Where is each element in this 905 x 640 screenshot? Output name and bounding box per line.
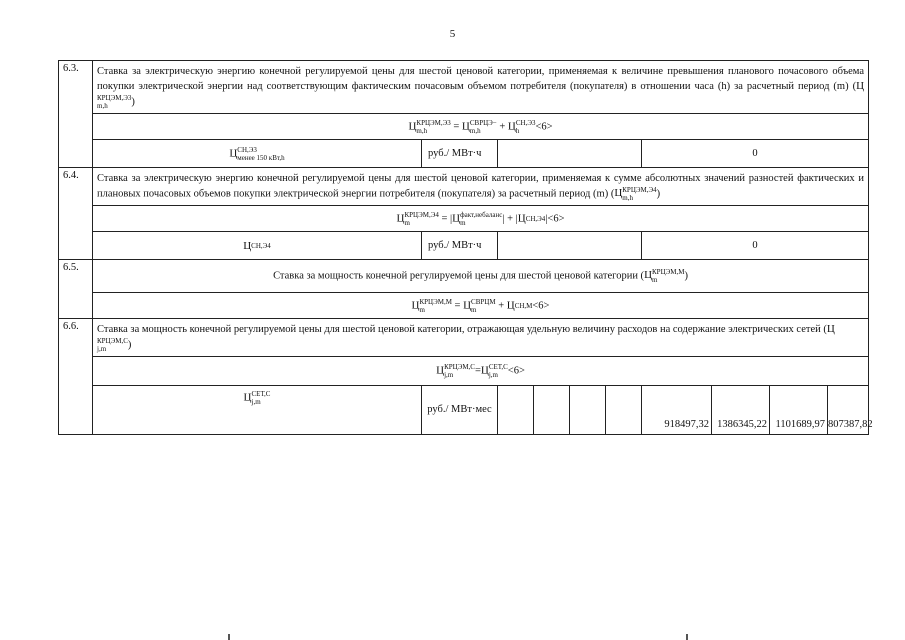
- unit-cell: руб./ МВт·мес: [422, 386, 498, 435]
- scan-mark: [686, 634, 688, 640]
- row-number: 6.4.: [59, 168, 93, 260]
- row-description: Ставка за электрическую энергию конечной регулируемой цены для шестой ценовой категории, применяемая к величине превышения планового почасового объема покупки электрической энергии над соответствующим фактическим почасовым объемом потребителя (покупателя) в отношении часа (h) за расчетный период (m) (Ц КРЦЭМ,Э3 m,h ): [93, 61, 869, 114]
- row-6-5-description: [59, 260, 869, 293]
- value-cell: 1386345,22: [712, 386, 770, 435]
- unit-cell: руб./ МВт·ч: [422, 232, 498, 260]
- row-6-4-description: [59, 168, 869, 206]
- description-text: Ставка за электрическую энергию конечной регулируемой цены для шестой ценовой категории, применяемая к величине превышения планового почасового объема покупки электрической энергии над соответствующим фактическим почасовым объемом потребителя (покупателя) в отношении часа (h) за расчетный период (m) (: [97, 66, 865, 92]
- formula: Ц КРЦЭМ,Э4 m = |Ц факт,небаланс m | + |Ц СН,Э4 |<6>: [93, 206, 869, 232]
- row-6-4-values: [59, 232, 869, 260]
- value-cell: [498, 386, 534, 435]
- value-label: Ц СН,Э4: [93, 232, 422, 260]
- row-number: 6.5.: [59, 260, 93, 319]
- row-6-3-description: [59, 61, 869, 114]
- scan-mark: [228, 634, 230, 640]
- value-cell: [570, 386, 606, 435]
- row-number: 6.3.: [59, 61, 93, 168]
- empty-cell: [498, 140, 642, 168]
- value-cell: 807387,82: [828, 386, 869, 435]
- description-symbol: Ц КРЦЭМ,М m: [644, 268, 685, 284]
- row-description: Ставка за электрическую энергию конечной регулируемой цены для шестой ценовой категории, применяемая к сумме абсолютных значений разностей фактических и плановых почасовых объемов покупки электрической энергии потребителя (покупателя) за расчетный период (m) (Ц КРЦЭМ,Э4 m,h ): [93, 168, 869, 206]
- value-cell: [534, 386, 570, 435]
- value-cell: [606, 386, 642, 435]
- formula: Ц КРЦЭМ,Э3 m,h = Ц СВРЦЭ− m,h + Ц СН,Э3 h <6>: [93, 114, 869, 140]
- tariff-table: [58, 60, 873, 435]
- page-number: 5: [449, 28, 456, 40]
- empty-cell: [498, 232, 642, 260]
- row-number: 6.6.: [59, 319, 93, 435]
- row-6-4-formula: [59, 206, 869, 232]
- value-label: Ц СН,Э3 менее 150 кВт,h: [93, 140, 422, 168]
- description-symbol: Ц КРЦЭМ,Э3 m,h: [97, 80, 865, 110]
- description-text: Ставка за мощность конечной регулируемой цены для шестой ценовой категории (: [273, 270, 645, 282]
- row-6-6-description: [59, 319, 869, 357]
- value-cell: 918497,32: [642, 386, 712, 435]
- row-6-5-formula: [59, 293, 869, 319]
- value-label: Ц СЕТ,С j,m: [93, 386, 422, 435]
- description-symbol: Ц КРЦЭМ,Э4 m,h: [614, 186, 657, 202]
- description-text: Ставка за электрическую энергию конечной регулируемой цены для шестой ценовой категории, применяемая к сумме абсолютных значений разностей фактических и плановых почасовых объемов покупки электрической энергии потребителя (покупателя) за расчетный период (m) (: [97, 173, 865, 200]
- row-6-3-formula: [59, 114, 869, 140]
- formula: Ц КРЦЭМ,С j,m =Ц СЕТ,С j,m <6>: [93, 357, 869, 386]
- row-6-3-values: [59, 140, 869, 168]
- row-6-6-formula: [59, 357, 869, 386]
- description-symbol: Ц КРЦЭМ,С j,m: [97, 323, 835, 353]
- row-description: Ставка за мощность конечной регулируемой цены для шестой ценовой категории (Ц КРЦЭМ,М m ): [93, 260, 869, 293]
- description-text: Ставка за мощность конечной регулируемой цены для шестой ценовой категории, отражающая удельную величину расходов на содержание электрических сетей (: [97, 324, 827, 335]
- unit-cell: руб./ МВт·ч: [422, 140, 498, 168]
- formula: Ц КРЦЭМ,М m = Ц СВРЦМ m + Ц СН,М <6>: [93, 293, 869, 319]
- value-cell: 1101689,97: [770, 386, 828, 435]
- row-6-6-values: [59, 386, 869, 435]
- value-cell: 0: [642, 140, 869, 168]
- row-description: Ставка за мощность конечной регулируемой цены для шестой ценовой категории, отражающая удельную величину расходов на содержание электрических сетей (Ц КРЦЭМ,С j,m ): [93, 319, 869, 357]
- value-cell: 0: [642, 232, 869, 260]
